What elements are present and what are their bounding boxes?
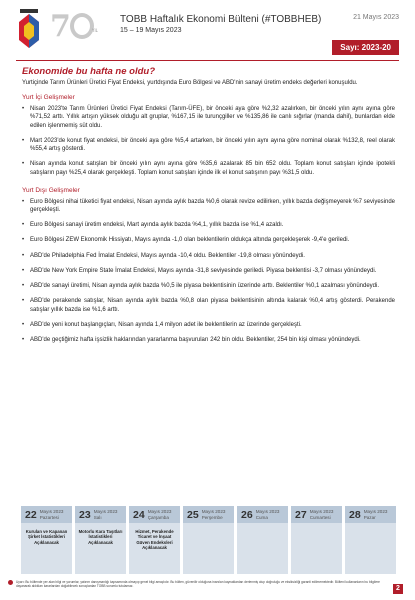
foreign-list (22, 198, 395, 345)
day-month: Mayıs 2023 (201, 509, 226, 514)
day-number: 28 (349, 508, 361, 521)
list-item: • ABD'de New York Empire State İmalat Endeksi, Mayıs ayında -31,8 seviyesinde geriledi. Piyasa beklentisi -3,7 olması yönündeydi. (22, 267, 395, 275)
day-name: Perşembe (201, 514, 223, 520)
day-name: Pazar (363, 514, 376, 520)
foreign-section-title: Yurt Dışı Gelişmeler (22, 187, 80, 195)
day-month: Mayıs 2023 (147, 509, 172, 514)
domestic-list (22, 105, 395, 177)
calendar-day (237, 506, 288, 574)
calendar-event: Kurulan ve Kapanan Şirket İstatistikleri Açıklanacak (25, 529, 68, 545)
disclaimer-text: Uyarı: Bu bültende yer alan bilgi ve yorumlar, yatırım danışmanlığı kapsamında olmayıp genel bilgi amaçlıdır. Bu bülten, güvenilir olduğuna inanılan kaynaklardan derlenmiş olup doğruluğu ve eksiksizliği garanti edilmemektedir. Bülteni kullananların bu bilgilere dayanarak aldıkları kararlardan doğabilecek sonuçlardan TOBB sorumlu tutulamaz. (16, 580, 380, 589)
list-item: • Euro Bölgesi ZEW Ekonomik Hissiyatı, Mayıs ayında -1,0 olan beklentilerin oldukça altında gerçekleşerek -9,4'e geriledi. (22, 236, 395, 244)
day-name: Çarşamba (147, 514, 169, 520)
day-month: Mayıs 2023 (39, 509, 64, 514)
list-item: • Euro Bölgesi sanayi üretim endeksi, Mart ayında aylık bazda %4,1, yıllık bazda ise %1,4 azaldı. (22, 221, 395, 229)
calendar-day (291, 506, 342, 574)
day-number: 24 (133, 508, 145, 521)
bulletin-date: 21 Mayıs 2023 (353, 14, 399, 21)
list-item: • Euro Bölgesi nihai tüketici fiyat endeksi, Nisan ayında aylık bazda %0,6 olarak revize edilirken, yıllık bazda değişmeyerek %7 seviyesinde gerçekleşti. (22, 198, 395, 215)
issue-badge: Sayı: 2023-20 (332, 40, 399, 55)
day-name: Pazartesi (39, 514, 59, 520)
calendar-day (129, 506, 180, 574)
list-item: • Nisan 2023'te Tarım Ürünleri Üretici Fiyat Endeksi (Tarım-ÜFE), bir önceki aya göre %2,32 azalırken, bir önceki yılın aynı ayına göre %71,52 arttı. Yıllık artışın yüksek olduğu alt gruplar, %167,15 ile turunçgiller ve %135,86 ile canlı sığırlar (manda dahil), bunlardan elde edilen işlenmemiş süt oldu. (22, 105, 395, 130)
list-item: • Nisan ayında konut satışları bir önceki yılın aynı ayına göre %35,6 azalarak 85 bin 652 oldu. Toplam konut satışları içinde ipotekli satışların payı %25,4 olarak gerçekleşti. Toplam konut satışları içinde ilk el konut satışının payı %31,5 oldu. (22, 160, 395, 177)
day-month: Mayıs 2023 (255, 509, 280, 514)
bulletin-week: 15 – 19 Mayıs 2023 (120, 27, 182, 34)
page-heading: Ekonomide bu hafta ne oldu? (22, 66, 155, 77)
bulletin-title: TOBB Haftalık Ekonomi Bülteni (#TOBBHEB) (120, 14, 322, 25)
day-name: Salı (93, 514, 102, 520)
intro-paragraph: Yurtiçinde Tarım Ürünleri Üretici Fiyat Endeksi, yurtdışında Euro Bölgesi ve ABD'nin sanayi üretim endeks değerleri konuşuldu. (22, 80, 358, 86)
list-item: • ABD'de perakende satışlar, Nisan ayında aylık bazda %0,8 olan piyasa beklentisinin altında kalarak %0,4 artış gösterdi. Perakende satışlar yıllık bazda ise %1,6 arttı. (22, 297, 395, 314)
main-content (22, 66, 395, 351)
calendar-day (345, 506, 396, 574)
day-name: Cuma (255, 514, 268, 520)
day-number: 25 (187, 508, 199, 521)
weekly-calendar (21, 506, 396, 574)
header-divider (16, 60, 399, 61)
list-item: • ABD'de yeni konut başlangıçları, Nisan ayında 1,4 milyon adet ile beklentilerin az üzerinde gerçekleşti. (22, 321, 395, 329)
day-name: Cumartesi (309, 514, 331, 520)
day-number: 27 (295, 508, 307, 521)
list-item: • Mart 2023'de konut fiyat endeksi, bir önceki aya göre %5,4 artarken, bir önceki yılın aynı ayına göre nominal olarak %132,8, reel olarak %55,4 artış gösterdi. (22, 137, 395, 154)
calendar-event: Hizmet, Perakende Ticaret ve İnşaat Güven Endeksleri Açıklanacak (135, 529, 174, 551)
list-item: • ABD'de Philadelphia Fed İmalat Endeksi, Mayıs ayında -10,4 oldu. Beklentiler -19,8 olması yönündeydi. (22, 252, 395, 260)
70-year-logo: 7 YIL (50, 9, 98, 44)
warning-icon (8, 580, 13, 585)
day-number: 26 (241, 508, 253, 521)
calendar-day (21, 506, 72, 574)
tobb-logo (16, 8, 42, 50)
calendar-day (183, 506, 234, 574)
calendar-event: Motorlu Kara Taşıtları İstatistikleri Açıklanacak (78, 529, 123, 545)
day-number: 23 (79, 508, 91, 521)
domestic-section-title: Yurt İçi Gelişmeler (22, 94, 75, 102)
list-item: • ABD'de sanayi üretimi, Nisan ayında aylık bazda %0,5 ile piyasa beklentisinin üzerinde arttı. Beklentiler %0,1 azalması yönündeydi. (22, 282, 395, 290)
calendar-day (75, 506, 126, 574)
day-month: Mayıs 2023 (363, 509, 388, 514)
day-number: 22 (25, 508, 37, 521)
day-month: Mayıs 2023 (93, 509, 118, 514)
day-month: Mayıs 2023 (309, 509, 334, 514)
page-number: 2 (393, 584, 403, 594)
list-item: • ABD'de geçtiğimiz hafta işsizlik haklarından yararlanma başvuruları 242 bin oldu. Beklentiler, 254 bin kişi olması yönündeydi. (22, 336, 395, 344)
